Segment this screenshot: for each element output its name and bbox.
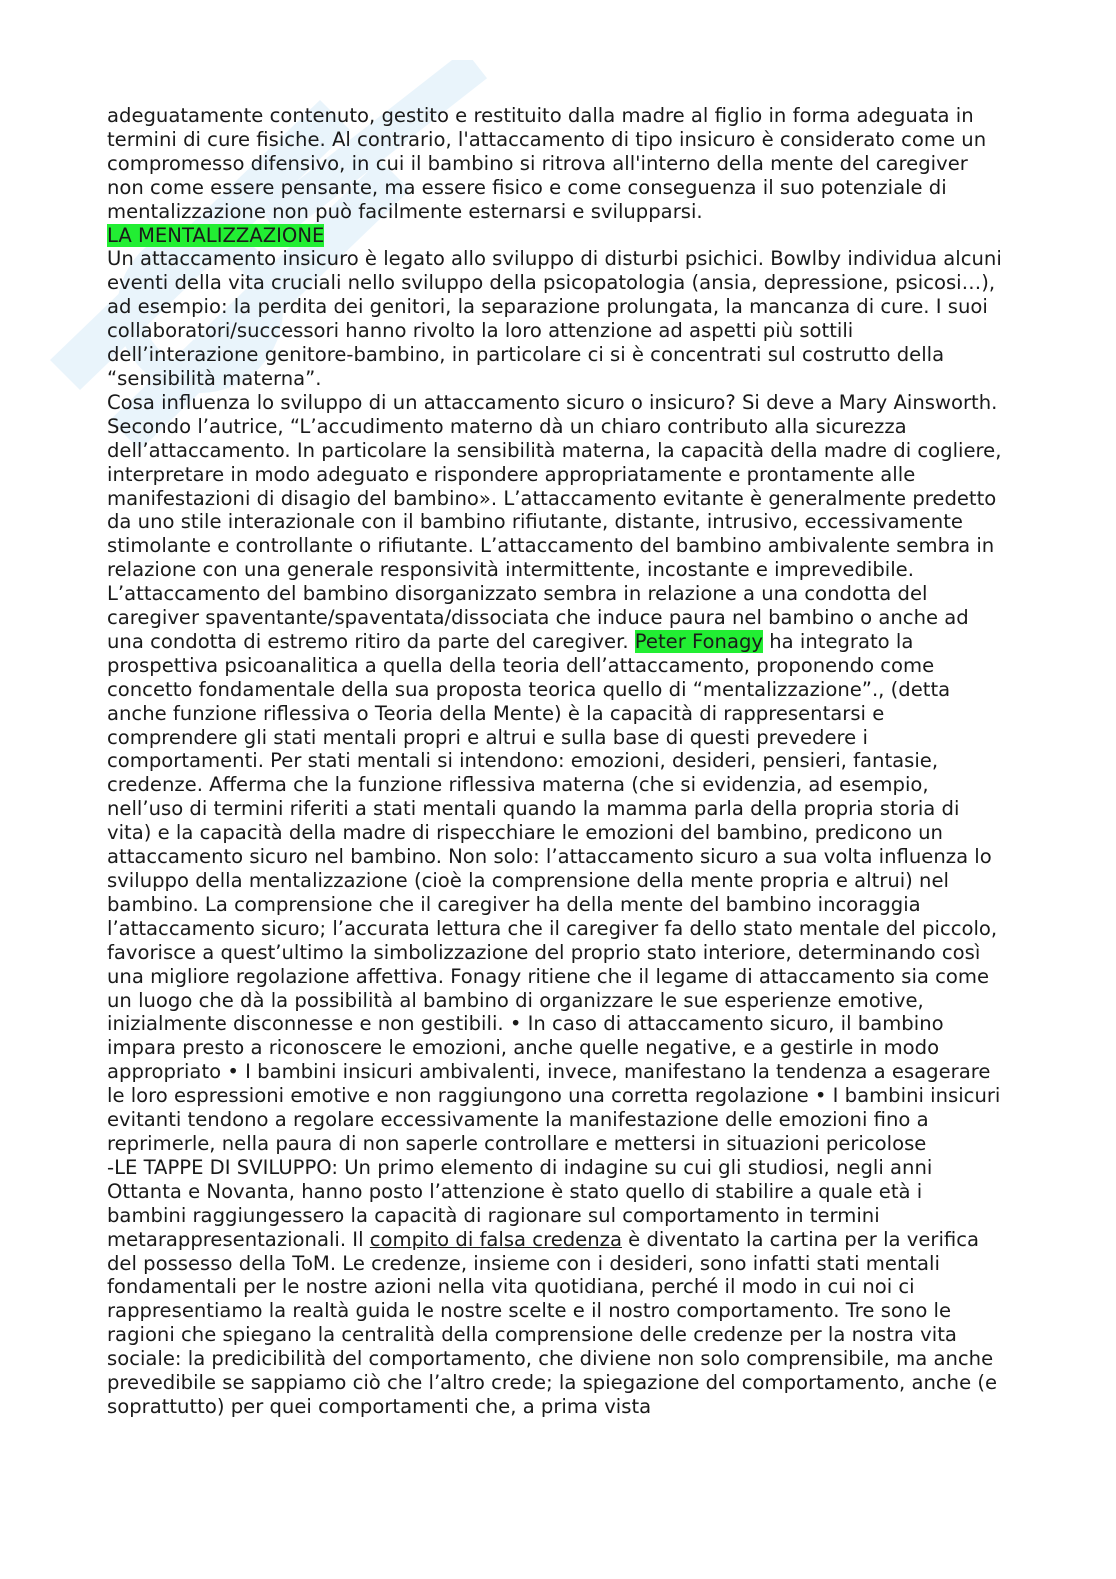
paragraph-intro: adeguatamente contenuto, gestito e restituito dalla madre al figlio in forma adeguata in termini di cure fisiche. Al contrario, l'attaccamento di tipo insicuro è considerato come un compromesso difensivo, in cui il bambino si ritrova all'interno della mente del caregiver non come essere pensante, ma essere fisico e come conseguenza il suo potenziale di mentalizzazione non può facilmente esternarsi e svilupparsi. xyxy=(107,104,987,223)
document-body xyxy=(107,104,1007,1419)
paragraph-text: ha integrato la prospettiva psicoanalitica a quella della teoria dell’attaccamento, proponendo come concetto fondamentale della sua proposta teorica quello di “mentalizzazione”., (detta anche funzione riflessiva o Teoria della Mente) è la capacità di rappresentarsi e comprendere gli stati mentali propri e altrui e sulla base di questi prevedere i comportamenti. Per stati mentali si intendono: emozioni, desideri, pensieri, fantasie, credenze. Afferma che la funzione riflessiva materna (che si evidenzia, ad esempio, nell’uso di termini riferiti a stati mentali quando la mamma parla della propria storia di vita) e la capacità della madre di rispecchiare le emozioni del bambino, predicono un attaccamento sicuro nel bambino. Non solo: l’attaccamento sicuro a sua volta influenza lo sviluppo della mentalizzazione (cioè la comprensione della mente propria e altrui) nel bambino. La comprensione che il caregiver ha della mente del bambino incoraggia l’attaccamento sicuro; l’accurata lettura che il caregiver fa dello stato mentale del piccolo, favorisce a quest’ultimo la simbolizzazione del proprio stato interiore, determinando così una migliore regolazione affettiva. Fonagy ritiene che il legame di attaccamento sia come un luogo che dà la possibilità al bambino di organizzare le sue esperienze emotive, inizialmente disconnesse e non gestibili. • In caso di attaccamento sicuro, il bambino impara presto a riconoscere le emozioni, anche quelle negative, e a gestirle in modo appropriato • I bambini insicuri ambivalenti, invece, manifestano la tendenza a esagerare le loro espressioni emotive e non raggiungono una corretta regolazione • I bambini insicuri evitanti tendono a regolare eccessivamente la manifestazione delle emozioni fino a reprimerle, nella paura di non saperle controllare e mettersi in situazioni pericolose xyxy=(107,629,1001,1155)
underlined-term: compito di falsa credenza xyxy=(369,1227,622,1251)
section-heading xyxy=(107,224,1007,248)
paragraph-development-stages xyxy=(107,1156,1007,1419)
paragraph-text: -LE TAPPE DI SVILUPPO: Un primo elemento di indagine su cui gli studiosi, negli anni Ottanta e Novanta, hanno posto l’attenzione è stato quello di stabilire a quale età i bambini raggiungessero la capacità di ragionare sul comportamento in termini metarappresentazionali. Il xyxy=(107,1155,933,1251)
paragraph-text: Cosa influenza lo sviluppo di un attaccamento sicuro o insicuro? Si deve a Mary Ainsworth. Secondo l’autrice, “L’accudimento materno dà un chiaro contributo alla sicurezza dell’attaccamento. In particolare la sensibilità materna, la capacità della madre di cogliere, interpretare in modo adeguato e rispondere appropriatamente e prontamente alle manifestazioni di disagio del bambino». L’attaccamento evitante è generalmente predetto da uno stile interazionale con il bambino rifiutante, distante, intrusivo, eccessivamente stimolante e controllante o rifiutante. L’attaccamento del bambino ambivalente sembra in relazione con una generale responsività intermittente, incostante e imprevedibile. L’attaccamento del bambino disorganizzato sembra in relazione a una condotta del caregiver spaventante/spaventata/dissociata che induce paura nel bambino o anche ad una condotta di estremo ritiro da parte del caregiver. xyxy=(107,390,1002,653)
paragraph-ainsworth-fonagy xyxy=(107,391,1007,1156)
highlighted-name: Peter Fonagy xyxy=(634,629,764,653)
paragraph-text: è diventato la cartina per la verifica del possesso della ToM. Le credenze, insieme con i desideri, sono infatti stati mentali fondamentali per le nostre azioni nella vita quotidiana, perché il modo in cui noi ci rappresentiamo la realtà guida le nostre scelte e il nostro comportamento. Tre sono le ragioni che spiegano la centralità della comprensione delle credenze per la nostra vita sociale: la predicibilità del comportamento, che diviene non solo comprensibile, ma anche prevedibile se sappiamo ciò che l’altro crede; la spiegazione del comportamento, anche (e soprattutto) per quei comportamenti che, a prima vista xyxy=(107,1227,998,1418)
section-heading-text: LA MENTALIZZAZIONE xyxy=(107,223,325,247)
paragraph-attachment: Un attaccamento insicuro è legato allo sviluppo di disturbi psichici. Bowlby individua alcuni eventi della vita cruciali nello sviluppo della psicopatologia (ansia, depressione, psicosi…), ad esempio: la perdita dei genitori, la separazione prolungata, la mancanza di cure. I suoi collaboratori/successori hanno rivolto la loro attenzione ad aspetti più sottili dell’interazione genitore-bambino, in particolare ci si è concentrati sul costrutto della “sensibilità materna”. xyxy=(107,247,1002,390)
